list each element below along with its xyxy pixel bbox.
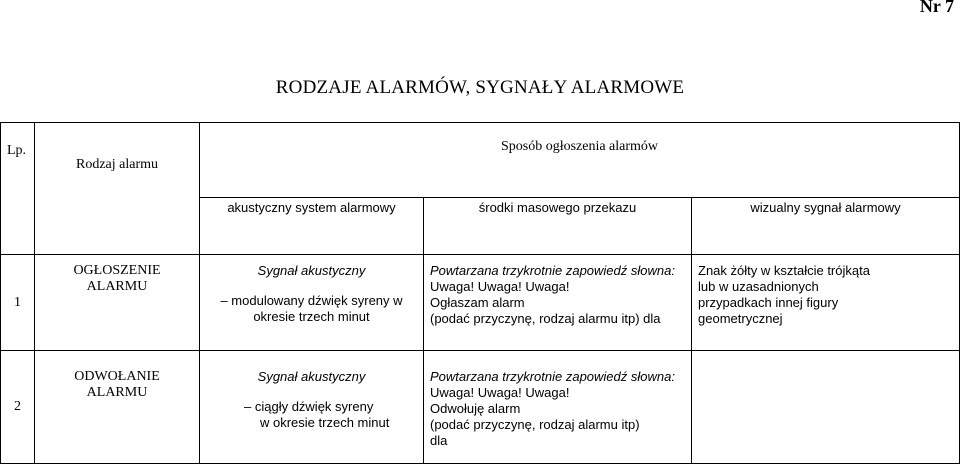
media-line: (podać przyczynę, rodzaj alarmu itp) dla xyxy=(430,311,661,326)
acoustic-line: okresie trzech minut xyxy=(253,309,370,324)
visual-line: lub w uzasadnionych xyxy=(698,279,819,294)
header-row xyxy=(1,123,960,198)
visual-cell-empty xyxy=(692,351,960,464)
alarm-type-line: ODWOŁANIE xyxy=(74,369,160,384)
header-announcement-method: Sposób ogłoszenia alarmów xyxy=(200,123,960,198)
acoustic-line: w okresie trzech minut xyxy=(260,415,390,430)
alarm-types-table xyxy=(0,122,960,464)
visual-line: Znak żółty w kształcie trójkąta xyxy=(698,263,870,278)
row-number: 2 xyxy=(1,351,35,464)
acoustic-cell xyxy=(200,255,424,351)
header-visual-signal: wizualny sygnał alarmowy xyxy=(692,198,960,255)
document-title: RODZAJE ALARMÓW, SYGNAŁY ALARMOWE xyxy=(275,77,685,98)
media-cell xyxy=(424,255,692,351)
header-lp: Lp. xyxy=(1,123,35,255)
header-mass-media: środki masowego przekazu xyxy=(424,198,692,255)
visual-line: przypadkach innej figury xyxy=(698,295,839,310)
alarm-type-line: ALARMU xyxy=(86,279,148,294)
media-title: Powtarzana trzykrotnie zapowiedź słowna: xyxy=(430,263,675,278)
acoustic-title: Sygnał akustyczny xyxy=(257,369,366,384)
header-alarm-type: Rodzaj alarmu xyxy=(35,123,200,255)
acoustic-title: Sygnał akustyczny xyxy=(257,263,366,278)
alarm-type-line: OGŁOSZENIE xyxy=(73,263,161,278)
page-number: Nr 7 xyxy=(919,0,954,16)
row-number: 1 xyxy=(1,255,35,351)
media-line: Uwaga! Uwaga! Uwaga! xyxy=(430,385,570,400)
table-row xyxy=(1,255,960,351)
media-cell xyxy=(424,351,692,464)
media-line: dla xyxy=(430,433,448,448)
table-row xyxy=(1,351,960,464)
media-line: Ogłaszam alarm xyxy=(430,295,525,310)
header-acoustic-system: akustyczny system alarmowy xyxy=(200,198,424,255)
media-line: Odwołuję alarm xyxy=(430,401,521,416)
alarm-type-line: ALARMU xyxy=(86,385,148,400)
media-title: Powtarzana trzykrotnie zapowiedź słowna: xyxy=(430,369,675,384)
alarm-type-cell xyxy=(35,255,200,351)
visual-line: geometrycznej xyxy=(698,311,783,326)
media-line: Uwaga! Uwaga! Uwaga! xyxy=(430,279,570,294)
acoustic-line: – modulowany dźwięk syreny w xyxy=(220,293,403,308)
visual-cell xyxy=(692,255,960,351)
acoustic-cell xyxy=(200,351,424,464)
media-line: (podać przyczynę, rodzaj alarmu itp) xyxy=(430,417,640,432)
alarm-type-cell xyxy=(35,351,200,464)
acoustic-line: – ciągły dźwięk syreny xyxy=(244,399,374,414)
